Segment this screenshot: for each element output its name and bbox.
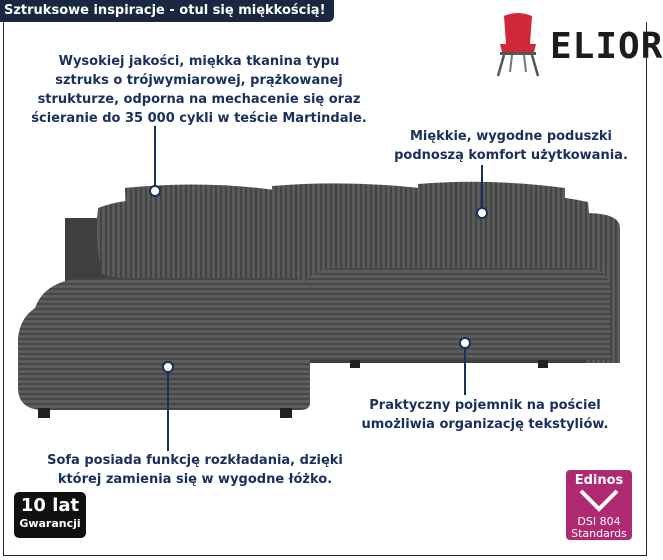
edinos-number: 804	[599, 515, 621, 528]
cushions-pointer-line	[481, 165, 483, 211]
warranty-badge	[14, 492, 86, 538]
chair-icon	[490, 10, 546, 80]
warranty-label: Gwarancji	[19, 517, 81, 530]
fabric-line-3: strukturze, odporna na mechacenie się oraz	[37, 92, 361, 107]
cushions-line-1: Miękkie, wygodne poduszki	[409, 129, 613, 144]
storage-line-1: Praktyczny pojemnik na pościel	[369, 398, 601, 413]
edinos-code: DSI	[577, 515, 597, 528]
fabric-line-2: sztruks o trójwymiarowej, prążkowanej	[55, 73, 343, 88]
brand-name: ELIOR	[550, 26, 663, 67]
cushions-description	[380, 127, 642, 165]
edinos-name: Edinos	[574, 473, 624, 488]
fabric-line-1: Wysokiej jakości, miękka tkanina typu	[58, 54, 340, 69]
fabric-pointer-line	[154, 126, 156, 188]
fabric-description	[14, 52, 384, 128]
sleep-pointer-line	[167, 373, 169, 451]
checkmark-icon	[579, 489, 619, 511]
sleep-pointer-dot	[162, 361, 174, 373]
promo-banner	[0, 0, 334, 22]
sleep-line-1: Sofa posiada funkcję rozkładania, dzięki	[47, 453, 343, 468]
sleep-function-description	[30, 451, 360, 489]
corner-sofa-illustration	[10, 178, 625, 418]
sleep-line-2: której zamienia się w wygodne łóżko.	[57, 472, 333, 487]
edinos-standards: Standards	[571, 527, 627, 540]
fabric-pointer-dot	[149, 185, 161, 197]
edinos-certificate-badge	[566, 470, 632, 540]
cushions-line-2: podnoszą komfort użytkowania.	[394, 148, 628, 163]
cushions-pointer-dot	[476, 207, 488, 219]
warranty-years: 10 lat	[20, 495, 80, 516]
storage-line-2: umożliwia organizację tekstyliów.	[361, 417, 609, 432]
promo-banner-text: Sztruksowe inspiracje - otul się miękkością!	[4, 3, 326, 18]
storage-description	[350, 396, 620, 434]
brand-logo	[490, 10, 663, 80]
storage-pointer-line	[464, 349, 466, 395]
storage-pointer-dot	[459, 337, 471, 349]
fabric-line-4: ścieranie do 35 000 cykli w teście Martindale.	[31, 111, 367, 126]
